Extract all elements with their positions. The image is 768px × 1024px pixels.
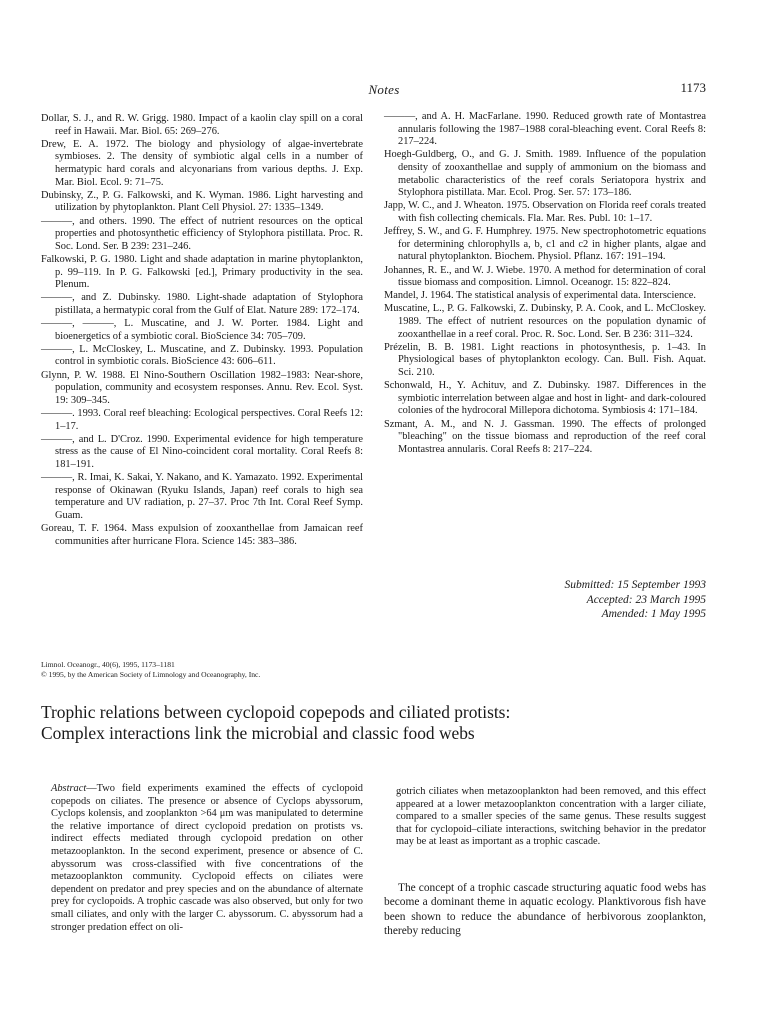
submitted-date: Submitted: 15 September 1993 <box>564 579 706 591</box>
reference-item: Schonwald, H., Y. Achituv, and Z. Dubinsky. 1987. Differences in the symbiotic interrelation between algae and host in light- and dark-coloured colonies of the hydrocoral Millepora dichotoma. Symbiosis 4: 171–184. <box>384 380 706 417</box>
reference-item: ———, and others. 1990. The effect of nutrient resources on the optical properties and photosynthetic efficiency of Stylophora pistillata. Proc. R. Soc. Lond. Ser. B 239: 231–246. <box>41 215 363 252</box>
reference-item: Prézelin, B. B. 1981. Light reactions in photosynthesis, p. 1–43. In Physiological bases of phytoplankton ecology. Can. Bull. Fish. Aquat. Sci. 210. <box>384 341 706 379</box>
journal-footer <box>41 660 441 679</box>
accepted-date: Accepted: 23 March 1995 <box>586 593 706 606</box>
reference-item: Falkowski, P. G. 1980. Light and shade adaptation in marine phytoplankton, p. 99–119. In P. G. Falkowski [ed.], Primary productivity in the sea. Plenum. <box>41 253 363 291</box>
abstract-column-right: gotrich ciliates when metazooplankton had been removed, and this effect appeared at a lower metazooplankton concentration with a larger ciliate, compared to a smaller species of the same genus. These results suggest that for cyclopoid–ciliate interactions, switching behavior in the predator may be at least as important as a trophic cascade. <box>396 786 706 848</box>
reference-item: ———, and L. D'Croz. 1990. Experimental evidence for high temperature stress as the cause of El Nino-coincident coral mortality. Coral Reefs 8: 181–191. <box>41 433 363 470</box>
reference-item: ———. 1993. Coral reef bleaching: Ecological perspectives. Coral Reefs 12: 1–17. <box>41 408 363 432</box>
running-header: Notes <box>368 82 400 97</box>
abstract-text: —Two field experiments examined the effects of cyclopoid copepods on ciliates. The presence or absence of Cyclops abyssorum, Cyclops kolensis, and zooplankton >64 μm was manipulated to determine the relative importance of direct cyclopoid predation on protists vs. indirect effects mediated through cyclopoid predation on other metazooplankton. In the second experiment, presence or absence of C. abyssorum was cross-classified with five concentrations of the metazooplankton community. Cyclopoid effects on ciliates were dependent on predator and prey species and on the abundance of alternate prey for cyclopoids. A trophic cascade was also observed, but only for two small ciliates, and only with the larger C. abyssorum. C. abyssorum had a stronger predation effect on oli- <box>51 783 363 933</box>
page-number: 1173 <box>680 80 706 95</box>
reference-item: Glynn, P. W. 1988. El Nino-Southern Oscillation 1982–1983: Near-shore, population, community and ecosystem responses. Annu. Rev. Ecol. Syst. 19: 309–345. <box>41 369 363 406</box>
reference-item: ———, and A. H. MacFarlane. 1990. Reduced growth rate of Montastrea annularis following the 1987–1988 coral-bleaching event. Coral Reefs 8: 217–224. <box>384 111 706 148</box>
abstract-label: Abstract <box>51 783 87 794</box>
reference-item: Jeffrey, S. W., and G. F. Humphrey. 1975. New spectrophotometric equations for determining chlorophylls a, b, c1 and c2 in higher plants, algae and natural phytoplankton. Biochem. Physiol. Pflanz. 167: 191–194. <box>384 226 706 263</box>
references-left-column <box>41 113 363 549</box>
reference-item: Drew, E. A. 1972. The biology and physiology of algae-invertebrate symbioses. 2. The density of symbiotic algal cells in a number of hermatypic hard corals and alcyonarians from various depths. J. Exp. Mar. Biol. Ecol. 9: 71–75. <box>41 138 363 188</box>
reference-item: ———, R. Imai, K. Sakai, Y. Nakano, and K. Yamazato. 1992. Experimental response of Okinawan (Ryuku Islands, Japan) reef corals to high sea temperature and UV radiation, p. 27–37. Proc 7th Int. Coral Reef Symp. Guam. <box>41 472 363 521</box>
reference-item: ———, L. McCloskey, L. Muscatine, and Z. Dubinsky. 1993. Population control in symbiotic corals. BioScience 43: 606–611. <box>41 343 363 368</box>
intro-paragraph: The concept of a trophic cascade structuring aquatic food webs has become a dominant theme in aquatic ecology. Planktivorous fish have been shown to reduce the abundance of herbivorous zooplankton, thereby reducing <box>384 882 706 938</box>
article-title: Trophic relations between cyclopoid copepods and ciliated protists: Complex interactions link the microbial and classic food webs <box>41 702 511 743</box>
reference-item: Dollar, S. J., and R. W. Grigg. 1980. Impact of a kaolin clay spill on a coral reef in Hawaii. Mar. Biol. 65: 269–276. <box>41 113 363 137</box>
reference-item: Szmant, A. M., and N. J. Gassman. 1990. The effects of prolonged "bleaching" on the tissue biomass and reproduction of the reef coral Montastrea annularis. Coral Reefs 8: 217–224. <box>384 418 706 455</box>
copyright-notice: © 1995, by the American Society of Limnology and Oceanography, Inc. <box>41 669 261 679</box>
reference-item: Muscatine, L., P. G. Falkowski, Z. Dubinsky, P. A. Cook, and L. McCloskey. 1989. The effect of nutrient resources on the population dynamic of zooxanthellae in a reef coral. Proc. R. Soc. Lond. Ser. B 236: 311–324. <box>384 303 706 340</box>
reference-item: Goreau, T. F. 1964. Mass expulsion of zooxanthellae from Jamaican reef communities after hurricane Flora. Science 145: 383–386. <box>41 523 363 547</box>
reference-item: ———, and Z. Dubinsky. 1980. Light-shade adaptation of Stylophora pistillata, a hermatypic coral from the Gulf of Elat. Nature 289: 172–174. <box>41 292 363 316</box>
amended-date: Amended: 1 May 1995 <box>601 608 706 620</box>
reference-item: Hoegh-Guldberg, O., and G. J. Smith. 1989. Influence of the population density of zooxanthellae and supply of ammonium on the biomass and metabolic characteristics of the reef corals Seriatopora hystrix and Stylophora pistillata. Mar. Ecol. Prog. Ser. 57: 173–186. <box>384 149 706 199</box>
abstract-column-left <box>51 783 363 934</box>
references-right-column <box>384 111 706 457</box>
journal-citation: Limnol. Oceanogr., 40(6), 1995, 1173–1181 <box>41 660 175 669</box>
reference-item: Dubinsky, Z., P. G. Falkowski, and K. Wyman. 1986. Light harvesting and utilization by phytoplankton. Plant Cell Physiol. 27: 1335–1349. <box>41 189 363 214</box>
reference-item: Mandel, J. 1964. The statistical analysis of experimental data. Interscience. <box>384 290 697 302</box>
reference-item: ———, ———, L. Muscatine, and J. W. Porter. 1984. Light and bioenergetics of a symbiotic coral. BioScience 34: 705–709. <box>41 318 363 342</box>
reference-item: Johannes, R. E., and W. J. Wiebe. 1970. A method for determination of coral tissue biomass and composition. Limnol. Oceanogr. 15: 822–824. <box>384 264 706 289</box>
reference-item: Japp, W. C., and J. Wheaton. 1975. Observation on Florida reef corals treated with fish collecting chemicals. Fla. Mar. Res. Publ. 10: 1–17. <box>384 200 706 224</box>
manuscript-dates <box>470 578 706 622</box>
